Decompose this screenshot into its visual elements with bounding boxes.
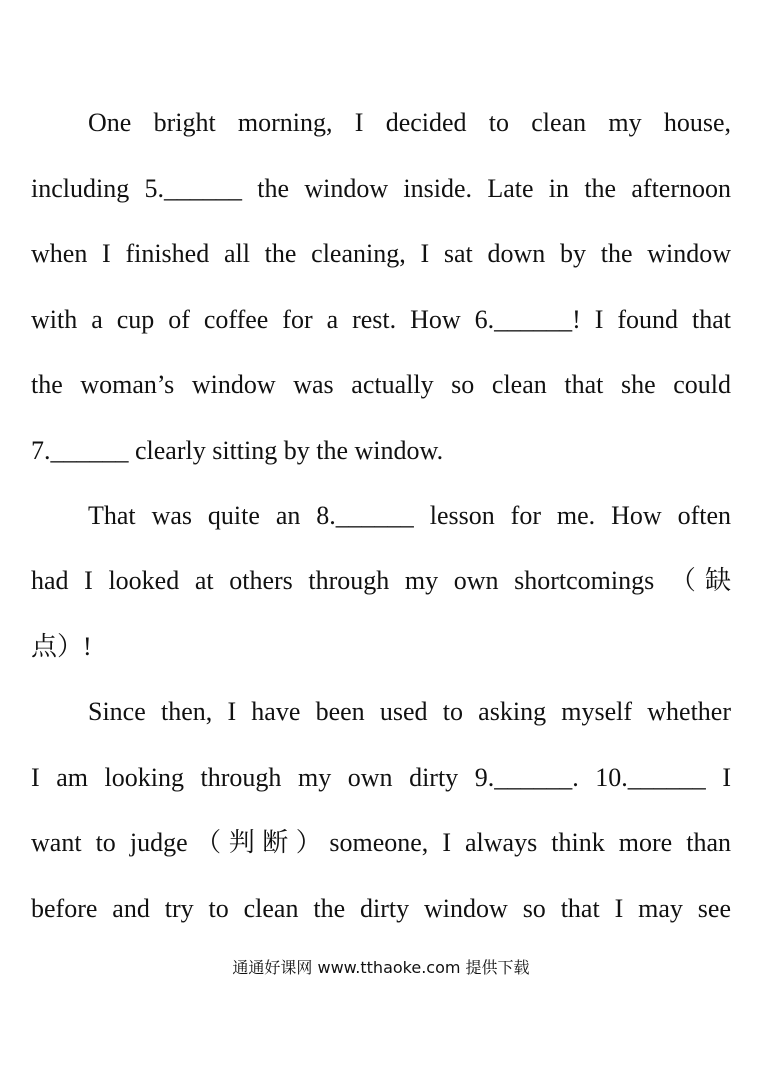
paragraph-line: I am looking through my own dirty 9.______. 10.______ I [31, 763, 731, 792]
paragraph-line: Since then, I have been used to asking myself whether [88, 697, 731, 726]
paragraph-line: before and try to clean the dirty window so that I may see [31, 894, 731, 923]
paragraph-line: with a cup of coffee for a rest. How 6.______! I found that [31, 305, 731, 334]
paragraph-line: One bright morning, I decided to clean my house, [88, 108, 731, 137]
paragraph-line: the woman’s window was actually so clean that she could [31, 370, 731, 399]
footer-text: 通通好课网 www.tthaoke.com 提供下载 [232, 958, 530, 977]
paragraph-line: 点）! [31, 632, 92, 661]
paragraph-line: had I looked at others through my own shortcomings （缺 [31, 566, 731, 595]
paragraph-line: including 5.______ the window inside. Late in the afternoon [31, 174, 731, 203]
paragraph-line: That was quite an 8.______ lesson for me. How often [88, 501, 731, 530]
paragraph-line: when I finished all the cleaning, I sat down by the window [31, 239, 731, 268]
paragraph-line: want to judge（判断）someone, I always think more than [31, 828, 731, 857]
paragraph-line: 7.______ clearly sitting by the window. [31, 436, 444, 465]
